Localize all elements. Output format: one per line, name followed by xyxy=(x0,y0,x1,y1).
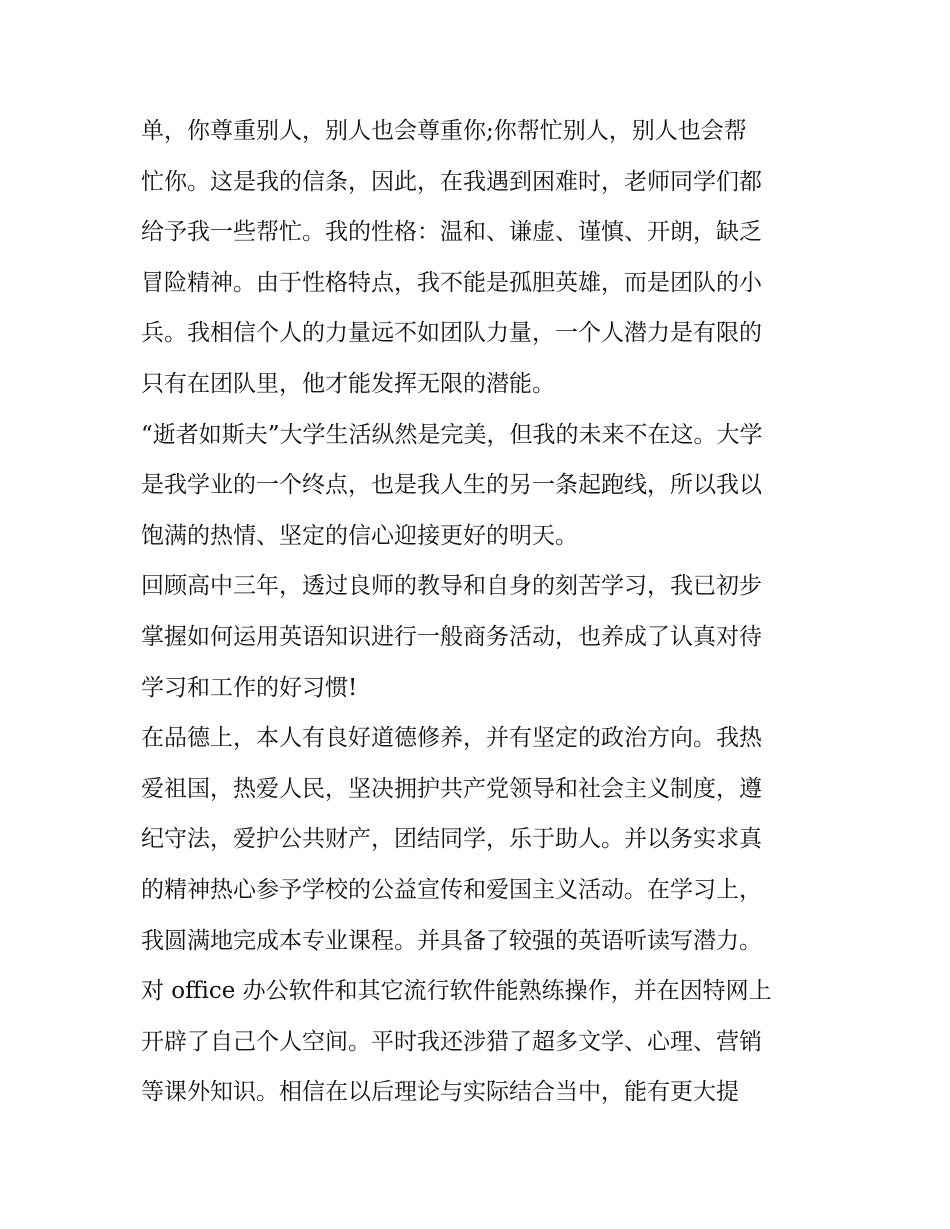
text-line: 等课外知识。相信在以后理论与实际结合当中，能有更大提 xyxy=(141,1079,739,1106)
text-line: 对 office 办公软件和其它流行软件能熟练操作，并在因特网上 xyxy=(141,978,772,1005)
text-line: 单，你尊重别人，别人也会尊重你;你帮忙别人，别人也会帮 xyxy=(141,118,747,144)
text-line: 在品德上，本人有良好道德修养，并有坚定的政治方向。我热 xyxy=(141,725,762,752)
text-line: 饱满的热情、坚定的信心迎接更好的明天。 xyxy=(141,522,578,549)
text-line: 开辟了自己个人空间。平时我还涉猎了超多文学、心理、营销 xyxy=(141,1028,762,1055)
text-line: 兵。我相信个人的力量远不如团队力量，一个人潜力是有限的 xyxy=(141,320,762,347)
text-line: 掌握如何运用英语知识进行一般商务活动，也养成了认真对待 xyxy=(141,623,762,650)
text-line: 回顾高中三年，透过良师的教导和自身的刻苦学习，我已初步 xyxy=(141,573,762,600)
text-line: 是我学业的一个终点，也是我人生的另一条起跑线，所以我以 xyxy=(141,472,762,499)
text-line: 纪守法，爱护公共财产，团结同学，乐于助人。并以务实求真 xyxy=(141,826,762,853)
text-line: 学习和工作的好习惯! xyxy=(141,674,358,701)
body-text xyxy=(141,106,821,1118)
text-line: 只有在团队里，他才能发挥无限的潜能。 xyxy=(141,370,555,397)
text-line: 忙你。这是我的信条，因此，在我遇到困难时，老师同学们都 xyxy=(141,168,762,195)
text-line: 的精神热心参予学校的公益宣传和爱国主义活动。在学习上， xyxy=(141,876,762,903)
text-line: 冒险精神。由于性格特点，我不能是孤胆英雄，而是团队的小 xyxy=(141,269,762,296)
text-line: “逝者如斯夫”大学生活纵然是完美，但我的未来不在这。大学 xyxy=(141,421,763,448)
text-line: 爱祖国，热爱人民，坚决拥护共产党领导和社会主义制度，遵 xyxy=(141,775,762,802)
text-line: 给予我一些帮忙。我的性格：温和、谦虚、谨慎、开朗，缺乏 xyxy=(141,219,762,246)
text-line: 我圆满地完成本专业课程。并具备了较强的英语听读写潜力。 xyxy=(141,927,762,954)
